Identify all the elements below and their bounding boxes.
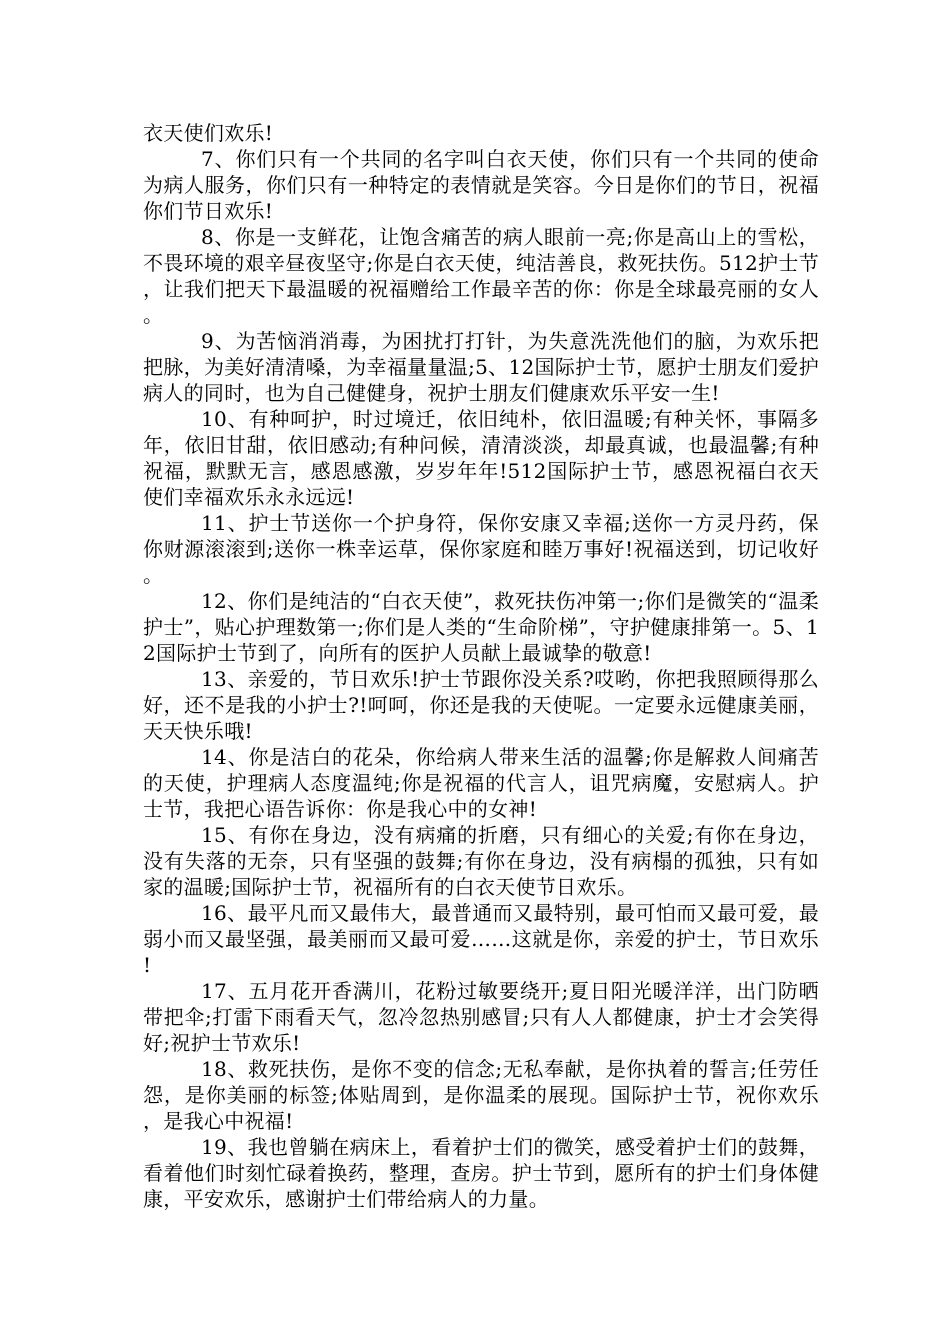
paragraph-9: 9、为苦恼消消毒，为困扰打打针，为失意洗洗他们的脑，为欢乐把把脉，为美好清清嗓，为幸福量量温;5、12国际护士节，愿护士朋友们爱护病人的同时，也为自己健健身，祝护士朋友们健康欢乐平安一生! [143, 329, 819, 405]
paragraph-17: 17、五月花开香满川，花粉过敏要绕开;夏日阳光暖洋洋，出门防晒带把伞;打雷下雨看天气，忽冷忽热别感冒;只有人人都健康，护士才会笑得好;祝护士节欢乐! [143, 979, 819, 1055]
paragraph-14: 14、你是洁白的花朵，你给病人带来生活的温馨;你是解救人间痛苦的天使，护理病人态度温纯;你是祝福的代言人，诅咒病魔，安慰病人。护士节，我把心语告诉你：你是我心中的女神! [143, 745, 819, 821]
paragraph-11: 11、护士节送你一个护身符，保你安康又幸福;送你一方灵丹药，保你财源滚滚到;送你一株幸运草，保你家庭和睦万事好!祝福送到，切记收好。 [143, 511, 819, 587]
paragraph-12: 12、你们是纯洁的“白衣天使”，救死扶伤冲第一;你们是微笑的“温柔护士”，贴心护理数第一;你们是人类的“生命阶梯”，守护健康排第一。5、12国际护士节到了，向所有的医护人员献上最诚挚的敬意! [143, 589, 819, 665]
paragraph-16: 16、最平凡而又最伟大，最普通而又最特别，最可怕而又最可爱，最弱小而又最坚强，最美丽而又最可爱……这就是你，亲爱的护士，节日欢乐! [143, 901, 819, 977]
paragraph-15: 15、有你在身边，没有病痛的折磨，只有细心的关爱;有你在身边，没有失落的无奈，只有坚强的鼓舞;有你在身边，没有病榻的孤独，只有如家的温暖;国际护士节，祝福所有的白衣天使节日欢乐。 [143, 823, 819, 899]
paragraph-13: 13、亲爱的，节日欢乐!护士节跟你没关系?哎哟，你把我照顾得那么好，还不是我的小护士?!呵呵，你还是我的天使呢。一定要永远健康美丽，天天快乐哦! [143, 667, 819, 743]
paragraph-18: 18、救死扶伤，是你不变的信念;无私奉献，是你执着的誓言;任劳任怨，是你美丽的标签;体贴周到，是你温柔的展现。国际护士节，祝你欢乐，是我心中祝福! [143, 1057, 819, 1133]
paragraph-19: 19、我也曾躺在病床上，看着护士们的微笑，感受着护士们的鼓舞，看着他们时刻忙碌着换药，整理，查房。护士节到，愿所有的护士们身体健康，平安欢乐，感谢护士们带给病人的力量。 [143, 1135, 819, 1211]
paragraph-10: 10、有种呵护，时过境迁，依旧纯朴，依旧温暖;有种关怀，事隔多年，依旧甘甜，依旧感动;有种问候，清清淡淡，却最真诚，也最温馨;有种祝福，默默无言，感恩感激，岁岁年年!512国际护士节，感恩祝福白衣天使们幸福欢乐永永远远! [143, 407, 819, 509]
paragraph-7: 7、你们只有一个共同的名字叫白衣天使，你们只有一个共同的使命为病人服务，你们只有一种特定的表情就是笑容。今日是你们的节日，祝福你们节日欢乐! [143, 147, 819, 223]
paragraph-continuation: 衣天使们欢乐! [143, 121, 274, 145]
document-page [143, 120, 819, 1212]
paragraph-8: 8、你是一支鲜花，让饱含痛苦的病人眼前一亮;你是高山上的雪松，不畏环境的艰辛昼夜坚守;你是白衣天使，纯洁善良，救死扶伤。512护士节，让我们把天下最温暖的祝福赠给工作最辛苦的你：你是全球最亮丽的女人。 [143, 225, 819, 327]
